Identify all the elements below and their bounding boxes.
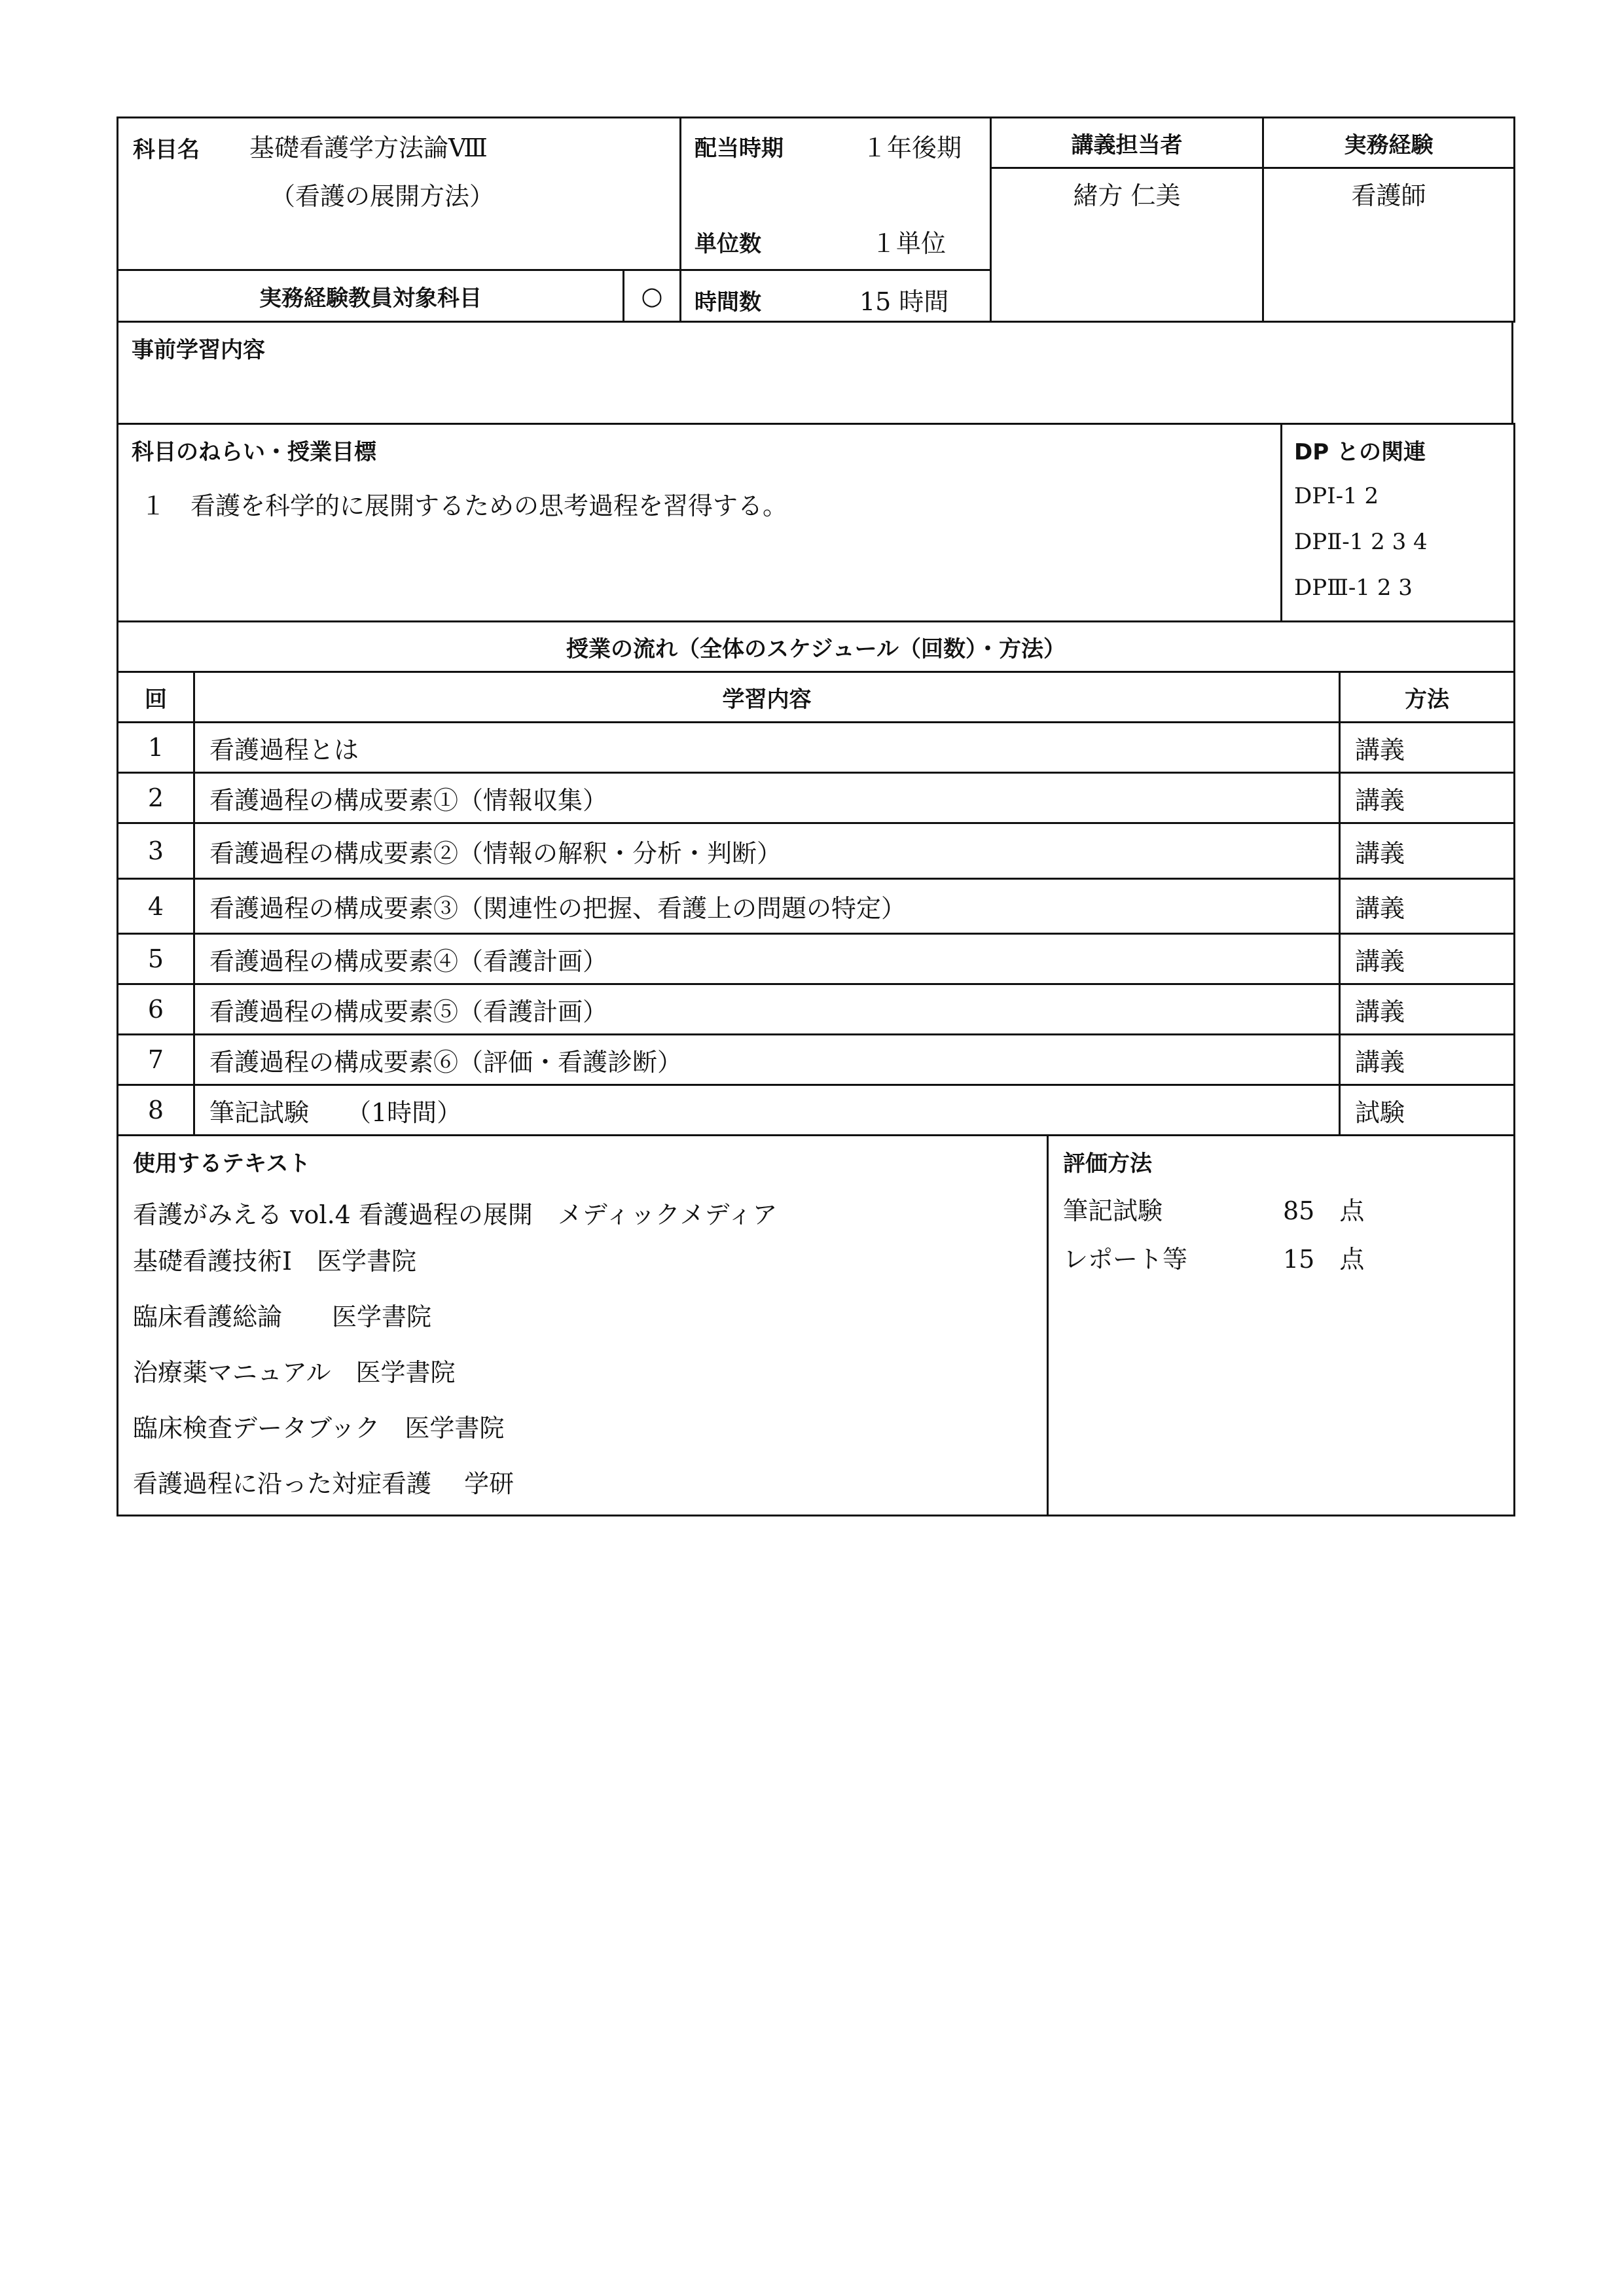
credits-label: 単位数 <box>695 231 761 257</box>
header-table <box>117 117 1515 323</box>
goals-table <box>117 423 1515 622</box>
text-item: 看護がみえる vol.4 看護過程の展開 メディックメディア <box>133 1200 778 1229</box>
goal-item: １ 看護を科学的に展開するための思考過程を習得する。 <box>141 492 788 520</box>
evaluation-item-name: レポート等 <box>1063 1245 1188 1274</box>
table-row <box>118 934 1515 984</box>
row-content: 看護過程の構成要素③（関連性の把握、看護上の問題の特定） <box>194 879 1340 934</box>
row-method: 講義 <box>1340 934 1515 984</box>
row-content: 看護過程の構成要素⑥（評価・看護診断） <box>194 1035 1340 1085</box>
evaluation-label: 評価方法 <box>1063 1151 1152 1177</box>
row-no: 3 <box>118 823 194 879</box>
row-method: 講義 <box>1340 823 1515 879</box>
row-content: 看護過程の構成要素④（看護計画） <box>194 934 1340 984</box>
goals-cell <box>118 424 1282 622</box>
prestudy-table <box>117 321 1513 425</box>
table-row <box>118 823 1515 879</box>
term-value: １年後期 <box>862 134 962 162</box>
row-method: 試験 <box>1340 1085 1515 1136</box>
dp-item: DPⅠ-1 2 <box>1294 483 1379 509</box>
table-row <box>118 723 1515 773</box>
table-row <box>118 1035 1515 1085</box>
practical-label: 実務経験教員対象科目 <box>118 270 624 322</box>
text-item: 治療薬マニュアル 医学書院 <box>133 1358 456 1387</box>
subject-label: 科目名 <box>133 137 200 163</box>
evaluation-item-name: 筆記試験 <box>1063 1196 1163 1225</box>
experience-value: 看護師 <box>1263 168 1515 322</box>
syllabus-sheet <box>117 117 1513 1516</box>
dp-item: DPⅡ-1 2 3 4 <box>1294 529 1428 555</box>
row-content: 看護過程の構成要素②（情報の解釈・分析・判断） <box>194 823 1340 879</box>
table-row <box>118 879 1515 934</box>
prestudy-label: 事前学習内容 <box>132 337 265 363</box>
row-content: 筆記試験 （1時間） <box>194 1085 1340 1136</box>
table-row <box>118 773 1515 823</box>
texts-label: 使用するテキスト <box>133 1151 311 1177</box>
row-method: 講義 <box>1340 723 1515 773</box>
row-method: 講義 <box>1340 1035 1515 1085</box>
experience-label: 実務経験 <box>1263 118 1515 168</box>
row-no: 2 <box>118 773 194 823</box>
prestudy-cell <box>118 322 1513 424</box>
schedule-col-no: 回 <box>118 672 194 723</box>
row-no: 5 <box>118 934 194 984</box>
evaluation-item-score: 15 点 <box>1283 1245 1365 1274</box>
row-method: 講義 <box>1340 879 1515 934</box>
credits-value: １単位 <box>871 229 947 258</box>
row-no: 4 <box>118 879 194 934</box>
row-no: 8 <box>118 1085 194 1136</box>
term-label: 配当時期 <box>695 135 784 162</box>
subject-subtitle: （看護の展開方法） <box>270 182 495 211</box>
texts-cell <box>118 1136 1048 1516</box>
schedule-col-content: 学習内容 <box>194 672 1340 723</box>
row-method: 講義 <box>1340 984 1515 1035</box>
hours-label: 時間数 <box>695 289 761 315</box>
table-row <box>118 984 1515 1035</box>
row-no: 7 <box>118 1035 194 1085</box>
evaluation-item-score: 85 点 <box>1283 1196 1365 1225</box>
texts-eval-table <box>117 1134 1515 1516</box>
schedule-col-method: 方法 <box>1340 672 1515 723</box>
dp-cell <box>1282 424 1515 622</box>
row-content: 看護過程とは <box>194 723 1340 773</box>
practical-mark: ○ <box>624 270 681 322</box>
hours-value: 15 時間 <box>859 287 949 316</box>
row-no: 1 <box>118 723 194 773</box>
table-row <box>118 1085 1515 1136</box>
row-content: 看護過程の構成要素⑤（看護計画） <box>194 984 1340 1035</box>
row-method: 講義 <box>1340 773 1515 823</box>
subject-name: 基礎看護学方法論Ⅷ <box>249 134 488 162</box>
evaluation-cell <box>1048 1136 1515 1516</box>
row-no: 6 <box>118 984 194 1035</box>
text-item: 基礎看護技術Ⅰ 医学書院 <box>133 1247 417 1276</box>
hours-cell <box>681 270 991 322</box>
text-item: 臨床看護総論 医学書院 <box>133 1302 432 1331</box>
goals-label: 科目のねらい・授業目標 <box>132 439 376 465</box>
text-item: 看護過程に沿った対症看護 学研 <box>133 1469 514 1498</box>
dp-label: DP との関連 <box>1294 439 1426 465</box>
instructor-name: 緒方 仁美 <box>991 168 1263 322</box>
text-item: 臨床検査データブック 医学書院 <box>133 1414 505 1443</box>
dp-item: DPⅢ-1 2 3 <box>1294 575 1413 601</box>
schedule-table <box>117 620 1515 1136</box>
instructor-label: 講義担当者 <box>991 118 1263 168</box>
term-credits-cell <box>681 118 991 270</box>
schedule-title: 授業の流れ（全体のスケジュール（回数）・方法） <box>118 622 1515 672</box>
subject-cell <box>118 118 681 270</box>
row-content: 看護過程の構成要素①（情報収集） <box>194 773 1340 823</box>
